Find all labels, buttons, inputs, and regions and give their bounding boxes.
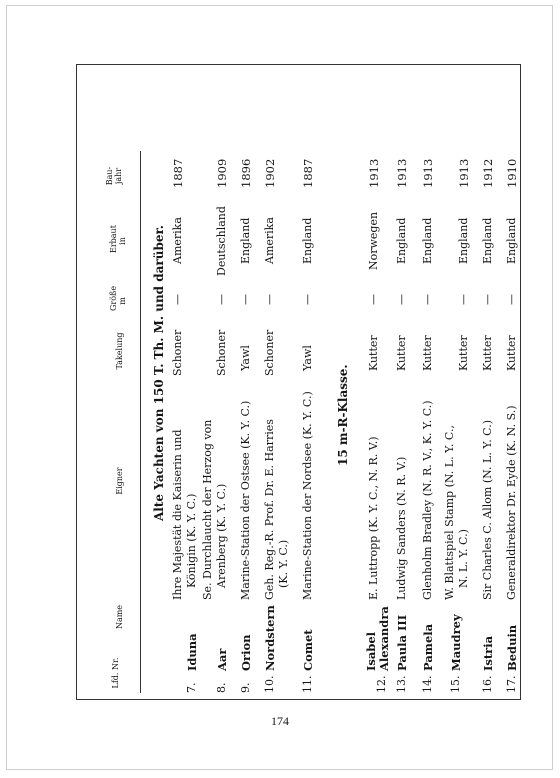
- header-nr: Lfd. Nr.: [77, 653, 141, 693]
- row-owner: W. Blattspiel Stamp (N. L. Y. C.,: [443, 425, 456, 600]
- header-type: Takelung: [77, 321, 141, 381]
- row-built-in: England: [395, 217, 408, 264]
- row-year: 1913: [457, 158, 471, 188]
- row-built-in: England: [421, 217, 434, 264]
- row-owner: N. L. Y. C.): [457, 529, 470, 588]
- row-built-in: Norwegen: [367, 211, 380, 270]
- row-size: —: [457, 294, 470, 305]
- row-owner: Ihre Majestät die Kaiserin und: [171, 429, 184, 600]
- row-built-in: England: [481, 217, 494, 264]
- row-year: 1912: [481, 158, 495, 188]
- row-name: Orion: [239, 634, 253, 671]
- row-name: Comet: [301, 629, 315, 671]
- row-name: Isabel Alexandra: [364, 606, 391, 671]
- row-built-in: England: [239, 217, 252, 264]
- row-owner: Se. Durchlaucht der Herzog von: [201, 419, 214, 600]
- row-name: Beduin: [505, 624, 519, 671]
- row-owner: Marine-Station der Nordsee (K. Y. C.): [301, 391, 314, 600]
- row-nr: 12.: [375, 675, 388, 693]
- row-size: —: [395, 294, 408, 305]
- row-size: —: [481, 294, 494, 305]
- row-type: Kutter: [457, 335, 470, 371]
- row-type: Yawl: [301, 345, 314, 371]
- row-built-in: England: [457, 217, 470, 264]
- row-built-in: Deutschland: [215, 206, 228, 276]
- row-year: 1887: [301, 158, 315, 188]
- row-size: —: [421, 294, 434, 305]
- row-owner: Geh. Reg.-R. Prof. Dr. E. Harries: [263, 419, 276, 600]
- row-nr: 15.: [449, 675, 462, 693]
- header-name: Name: [77, 581, 141, 653]
- page-number: 174: [271, 714, 289, 728]
- row-name: Pamela: [421, 623, 435, 671]
- row-built-in: England: [505, 217, 518, 264]
- row-type: Kutter: [505, 335, 518, 371]
- row-nr: 7.: [185, 682, 198, 693]
- row-nr: 16.: [481, 675, 494, 693]
- row-nr: 9.: [239, 682, 252, 693]
- row-owner: Generaldirektor Dr. Eyde (K. N. S.): [505, 405, 518, 600]
- row-owner: Arenberg (K. Y. C.): [215, 483, 228, 588]
- header-size: Größe m: [77, 281, 141, 321]
- row-year: 1910: [505, 158, 519, 188]
- row-year: 1909: [215, 158, 229, 188]
- row-name: Paula III: [395, 614, 409, 671]
- row-nr: 10.: [263, 675, 276, 693]
- row-built-in: England: [301, 217, 314, 264]
- row-name: Nordstern: [263, 605, 277, 671]
- row-nr: 14.: [421, 675, 434, 693]
- row-year: 1887: [171, 158, 185, 188]
- row-type: Yawl: [239, 345, 252, 371]
- row-name: Istria: [481, 635, 495, 671]
- row-year: 1902: [263, 158, 277, 188]
- row-year: 1913: [421, 158, 435, 188]
- row-type: Kutter: [481, 335, 494, 371]
- row-size: —: [263, 294, 276, 305]
- row-type: Schoner: [263, 329, 276, 376]
- row-size: —: [505, 294, 518, 305]
- row-size: —: [239, 294, 252, 305]
- row-owner: Glenholm Bradley (N. R. V., K. Y. C.): [421, 400, 434, 600]
- row-size: —: [367, 294, 380, 305]
- row-owner: (K. Y. C.): [277, 539, 290, 588]
- row-size: —: [171, 294, 184, 305]
- row-size: —: [215, 294, 228, 305]
- row-built-in: Amerika: [171, 217, 184, 264]
- row-nr: 11.: [301, 675, 314, 693]
- row-type: Kutter: [395, 335, 408, 371]
- yacht-table: [76, 64, 521, 700]
- row-owner: Königin (K. Y. C.): [185, 493, 198, 588]
- row-nr: 17.: [505, 675, 518, 693]
- row-owner: Ludwig Sanders (N. R. V.): [395, 456, 408, 600]
- row-size: —: [301, 294, 314, 305]
- header-owner: Eigner: [77, 381, 141, 581]
- row-name: Aar: [215, 648, 229, 671]
- row-type: Schoner: [171, 329, 184, 376]
- row-nr: 13.: [395, 675, 408, 693]
- row-built-in: Amerika: [263, 217, 276, 264]
- row-type: Schoner: [215, 329, 228, 376]
- row-owner: Sir Charles C. Allom (N. L. Y. C.): [481, 420, 494, 600]
- section-heading: Alte Yachten von 150 T. Th. M. und darüber.: [152, 225, 166, 521]
- row-owner: E. Luttropp (K. Y. C., N. R. V.): [367, 436, 380, 600]
- row-nr: 8.: [215, 682, 228, 693]
- row-type: Kutter: [367, 335, 380, 371]
- header-built-in: Erbaut in: [77, 201, 141, 281]
- row-year: 1913: [367, 158, 381, 188]
- row-year: 1896: [239, 158, 253, 188]
- section-heading: 15 m-R-Klasse.: [336, 364, 350, 466]
- row-year: 1913: [395, 158, 409, 188]
- row-type: Kutter: [421, 335, 434, 371]
- row-name: Maudrey: [449, 614, 463, 671]
- row-owner: Marine-Station der Ostsee (K. Y. C.): [239, 400, 252, 600]
- header-year: Bau-jahr: [77, 151, 141, 201]
- row-name: Iduna: [185, 633, 199, 671]
- rotated-table-content: [77, 65, 521, 700]
